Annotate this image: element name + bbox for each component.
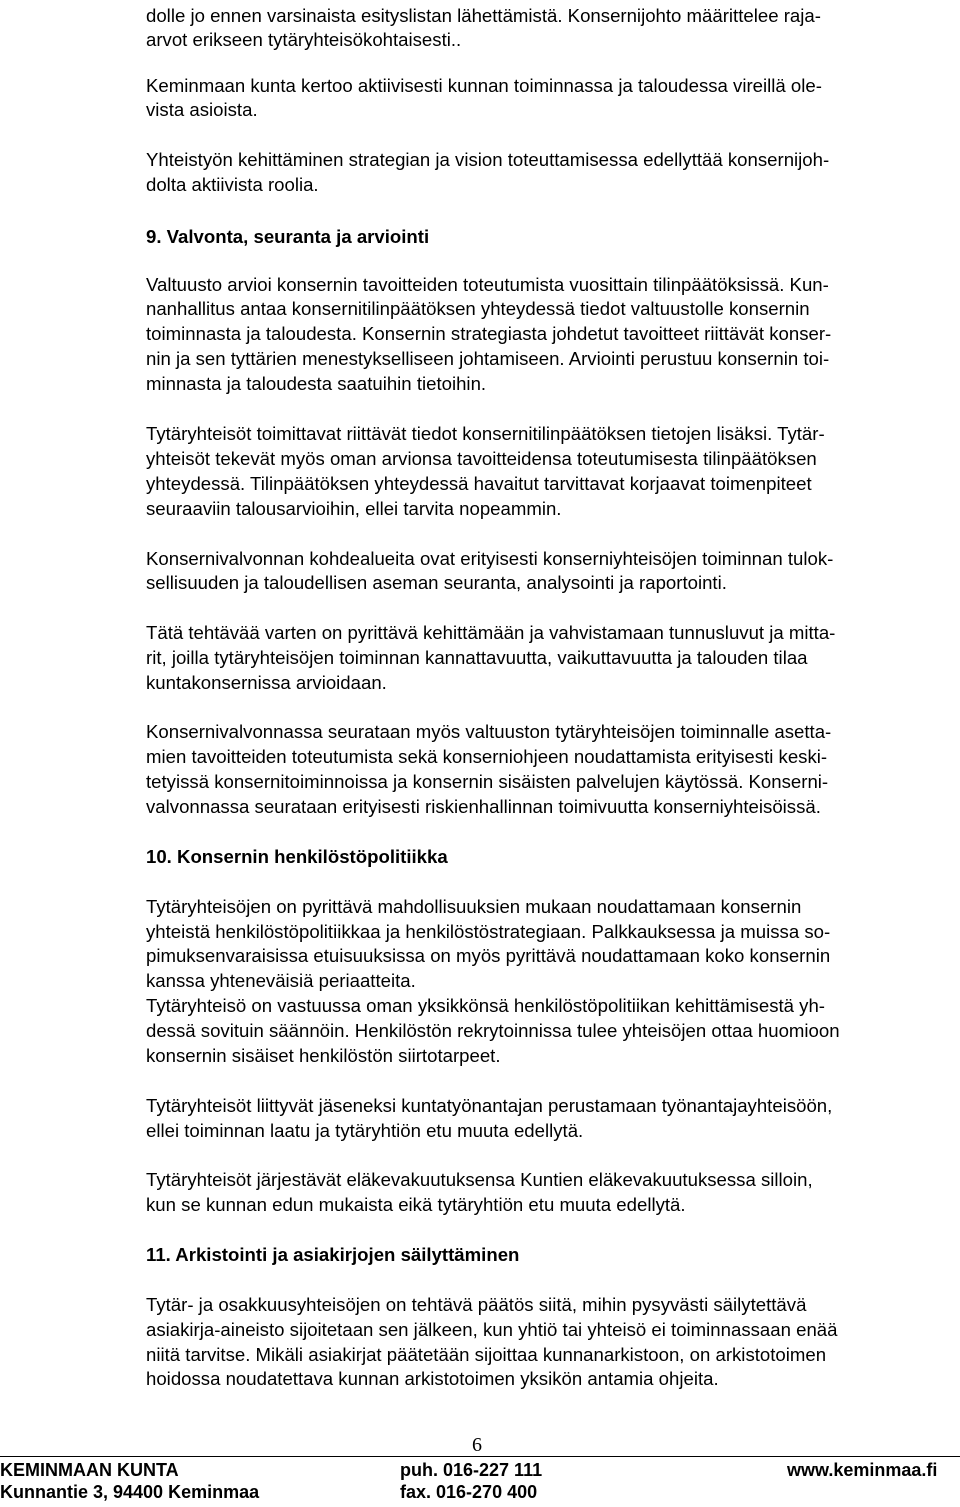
footer-website: www.keminmaa.fi xyxy=(787,1460,938,1480)
body-text-line: Tätä tehtävää varten on pyrittävä kehittämään ja vahvistamaan tunnusluvut ja mitta- xyxy=(146,622,836,643)
body-text-line: seuraaviin talousarvioihin, ellei tarvita nopeammin. xyxy=(146,498,562,519)
body-text-line: kuntakonsernissa arvioidaan. xyxy=(146,672,387,693)
body-text-line: Tytäryhteisöt järjestävät eläkevakuutuksensa Kuntien eläkevakuutuksessa silloin, xyxy=(146,1169,813,1190)
body-text-line: yhteisöt tekevät myös oman arvionsa tavoitteidensa toteutumisesta tilinpäätöksen xyxy=(146,448,817,469)
body-text-line: sellisuuden ja taloudellisen aseman seuranta, analysointi ja raportointi. xyxy=(146,572,727,593)
body-text-line: nanhallitus antaa konsernitilinpäätöksen yhteydessä tiedot valtuustolle konsernin xyxy=(146,298,810,319)
body-text-line: Keminmaan kunta kertoo aktiivisesti kunnan toiminnassa ja taloudessa vireillä ole- xyxy=(146,75,822,96)
body-text-line: dolle jo ennen varsinaista esityslistan lähettämistä. Konsernijohto määrittelee raja- xyxy=(146,5,821,26)
body-text-line: dolta aktiivista roolia. xyxy=(146,174,319,195)
body-text-line: toiminnasta ja taloudesta. Konsernin strategiasta johdetut tavoitteet riittävät konser- xyxy=(146,323,832,344)
body-text-line: Tytäryhteisöt liittyvät jäseneksi kuntatyönantajan perustamaan työnantajayhteisöön, xyxy=(146,1095,833,1116)
section-heading-10: 10. Konsernin henkilöstöpolitiikka xyxy=(146,846,448,867)
body-text-line: Konsernivalvonnassa seurataan myös valtuuston tytäryhteisöjen toiminnalle asetta- xyxy=(146,721,832,742)
body-text-line: kun se kunnan edun mukaista eikä tytäryhtiön etu muuta edellytä. xyxy=(146,1194,686,1215)
body-text-line: pimuksenvaraisissa etuisuuksissa on myös pyrittävä noudattamaan koko konsernin xyxy=(146,945,831,966)
section-heading-11: 11. Arkistointi ja asiakirjojen säilyttäminen xyxy=(146,1244,520,1265)
body-text-line: valvonnassa seurataan erityisesti riskienhallinnan toimivuutta konserniyhteisöissä. xyxy=(146,796,821,817)
body-text-line: hoidossa noudatettava kunnan arkistotoimen yksikön antamia ohjeita. xyxy=(146,1368,719,1389)
footer-org-name: KEMINMAAN KUNTA xyxy=(0,1460,179,1480)
body-text-line: asiakirja-aineisto sijoitetaan sen jälkeen, kun yhtiö tai yhteisö ei toiminnassaan enää xyxy=(146,1319,838,1340)
footer-divider xyxy=(0,1456,960,1457)
body-text-line: yhteistä henkilöstöpolitiikkaa ja henkilöstöstrategiaan. Palkkauksessa ja muissa so- xyxy=(146,921,831,942)
body-text-line: kanssa yhteneväisiä periaatteita. xyxy=(146,970,416,991)
body-text-line: dessä sovituin säännöin. Henkilöstön rekrytoinnissa tulee yhteisöjen ottaa huomioon xyxy=(146,1020,840,1041)
body-text-line: nin ja sen tyttärien menestykselliseen johtamiseen. Arviointi perustuu konsernin toi- xyxy=(146,348,830,369)
body-text-line: Tytär- ja osakkuusyhteisöjen on tehtävä päätös siitä, mihin pysyvästi säilytettävä xyxy=(146,1294,807,1315)
body-text-line: tetyissä konsernitoiminnoissa ja konsernin sisäisten palvelujen käytössä. Konserni- xyxy=(146,771,829,792)
footer-fax: fax. 016-270 400 xyxy=(400,1482,538,1502)
body-text-line: minnasta ja taloudesta saatuihin tietoihin. xyxy=(146,373,487,394)
body-text-line: konsernin sisäiset henkilöstön siirtotarpeet. xyxy=(146,1045,501,1066)
section-heading-9: 9. Valvonta, seuranta ja arviointi xyxy=(146,226,430,247)
body-text-line: yhteydessä. Tilinpäätöksen yhteydessä havaitut tarvittavat korjaavat toimenpiteet xyxy=(146,473,812,494)
body-text-line: Tytäryhteisöt toimittavat riittävät tiedot konsernitilinpäätöksen tietojen lisäksi. Tytär- xyxy=(146,423,825,444)
body-text-line: Tytäryhteisö on vastuussa oman yksikkönsä henkilöstöpolitiikan kehittämisestä yh- xyxy=(146,995,825,1016)
body-text-line: Konsernivalvonnan kohdealueita ovat erityisesti konserniyhteisöjen toiminnan tulok- xyxy=(146,548,834,569)
body-text-line: rit, joilla tytäryhteisöjen toiminnan kannattavuutta, vaikuttavuutta ja talouden tilaa xyxy=(146,647,808,668)
body-text-line: niitä tarvitse. Mikäli asiakirjat päätetään sijoittaa kunnanarkistoon, on arkistotoimen xyxy=(146,1344,827,1365)
body-text-line: Valtuusto arvioi konsernin tavoitteiden toteutumista vuosittain tilinpäätöksissä. Kun- xyxy=(146,274,829,295)
footer-phone: puh. 016-227 111 xyxy=(400,1460,543,1480)
page-number: 6 xyxy=(472,1434,482,1456)
body-text-line: mien tavoitteiden toteutumista sekä konserniohjeen noudattamista erityisesti keski- xyxy=(146,746,828,767)
footer-address: Kunnantie 3, 94400 Keminmaa xyxy=(0,1482,260,1502)
body-text-line: Yhteistyön kehittäminen strategian ja vision toteuttamisessa edellyttää konsernijoh- xyxy=(146,149,830,170)
body-text-line: vista asioista. xyxy=(146,99,258,120)
body-text-line: ellei toiminnan laatu ja tytäryhtiön etu muuta edellytä. xyxy=(146,1120,584,1141)
body-text-line: Tytäryhteisöjen on pyrittävä mahdollisuuksien mukaan noudattamaan konsernin xyxy=(146,896,802,917)
body-text-line: arvot erikseen tytäryhteisökohtaisesti.. xyxy=(146,29,462,50)
